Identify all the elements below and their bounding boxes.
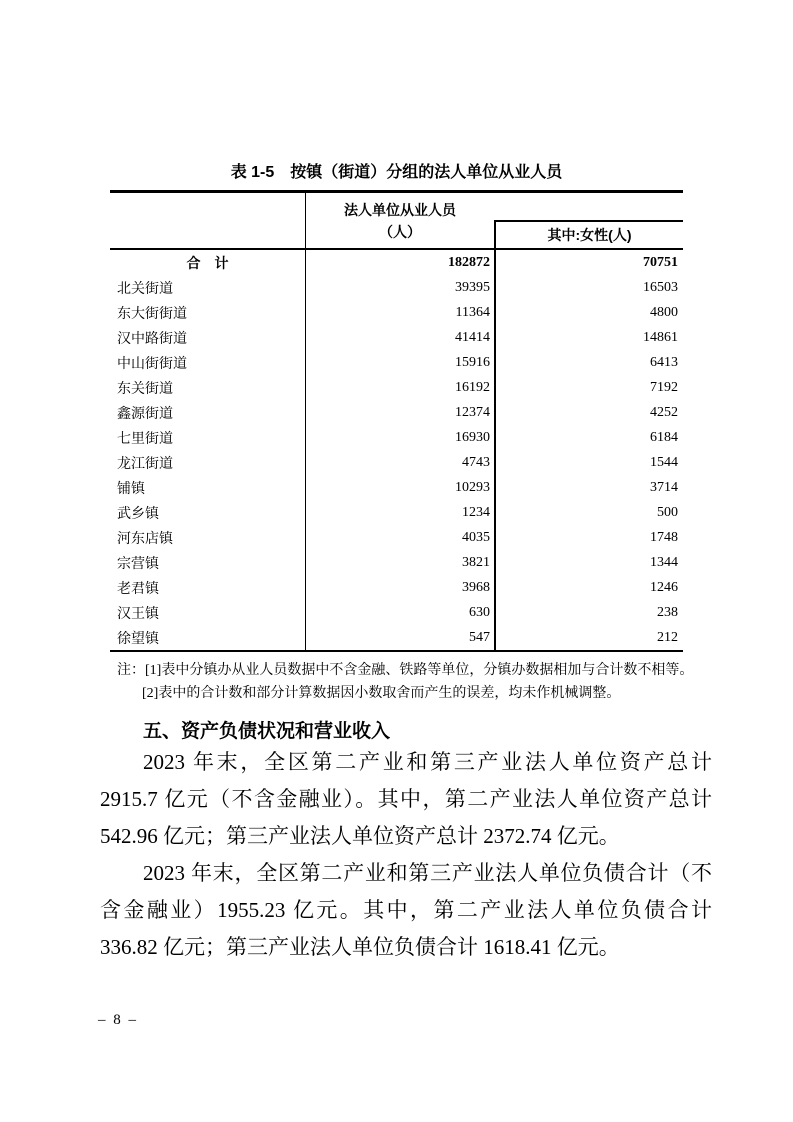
header-label-column	[110, 193, 305, 248]
table-row	[110, 550, 683, 575]
paragraph-line: 2023 年末，全区第二产业和第三产业法人单位负债合计（不	[143, 861, 712, 885]
table-row	[110, 325, 683, 350]
row-label: 汉中路街道	[117, 331, 187, 347]
row-value-female: 1748	[494, 525, 683, 550]
table-row	[110, 275, 683, 300]
table-notes	[117, 659, 693, 705]
row-value-employees: 41414	[305, 325, 494, 350]
table-title: 表 1-5 按镇（街道）分组的法人单位从业人员	[230, 164, 563, 181]
row-value-female: 7192	[494, 375, 683, 400]
table-row	[110, 375, 683, 400]
row-value-female: 212	[494, 625, 683, 650]
row-label: 东大街街道	[117, 306, 187, 322]
row-value-female: 500	[494, 500, 683, 525]
header-female-label: 其中:女性(人)	[547, 227, 632, 243]
row-label: 徐望镇	[117, 631, 159, 647]
row-label: 鑫源街道	[117, 406, 173, 422]
table-row	[110, 450, 683, 475]
row-value-employees: 3968	[305, 575, 494, 600]
row-label: 铺镇	[117, 481, 145, 497]
table-row	[110, 500, 683, 525]
row-value-employees: 16930	[305, 425, 494, 450]
row-value-employees: 12374	[305, 400, 494, 425]
row-label: 龙江街道	[117, 456, 173, 472]
table-row	[110, 425, 683, 450]
row-value-female: 3714	[494, 475, 683, 500]
row-value-employees: 10293	[305, 475, 494, 500]
table-body	[110, 250, 683, 650]
table-row	[110, 400, 683, 425]
paragraph-line: 336.82 亿元；第三产业法人单位负债合计 1618.41 亿元。	[100, 935, 620, 959]
row-value-female: 6413	[494, 350, 683, 375]
row-value-female: 16503	[494, 275, 683, 300]
row-value-female: 4252	[494, 400, 683, 425]
employment-table	[110, 190, 683, 652]
row-value-female: 6184	[494, 425, 683, 450]
row-value-employees: 3821	[305, 550, 494, 575]
row-value-female: 14861	[494, 325, 683, 350]
row-value-female: 1246	[494, 575, 683, 600]
page-number: – 8 –	[98, 1012, 138, 1028]
table-row	[110, 475, 683, 500]
header-female-box	[494, 220, 683, 248]
row-value-female: 238	[494, 600, 683, 625]
table-row	[110, 575, 683, 600]
table-row	[110, 350, 683, 375]
table-row	[110, 600, 683, 625]
row-value-employees: 15916	[305, 350, 494, 375]
row-value-employees: 547	[305, 625, 494, 650]
row-value-employees: 1234	[305, 500, 494, 525]
row-value-employees: 11364	[305, 300, 494, 325]
row-value-female: 70751	[494, 250, 683, 275]
row-label: 宗营镇	[117, 556, 159, 572]
row-value-employees: 4035	[305, 525, 494, 550]
row-label: 老君镇	[117, 581, 159, 597]
note-line: [2]表中的合计数和部分计算数据因小数取舍而产生的误差，均未作机械调整。	[142, 686, 621, 701]
paragraph-line: 含金融业）1955.23 亿元。其中，第二产业法人单位负债合计	[100, 898, 712, 922]
header-employees-line2: （人）	[379, 223, 421, 240]
table-header	[110, 193, 683, 250]
table-row	[110, 525, 683, 550]
row-label: 中山街街道	[117, 356, 187, 372]
table-row	[110, 625, 683, 650]
row-value-employees: 16192	[305, 375, 494, 400]
paragraph-line: 542.96 亿元；第三产业法人单位资产总计 2372.74 亿元。	[100, 824, 620, 848]
table-row	[110, 250, 683, 275]
header-female	[494, 193, 683, 248]
paragraph-line: 2915.7 亿元（不含金融业）。其中，第二产业法人单位资产总计	[100, 787, 712, 811]
note-line: 注：[1]表中分镇办从业人员数据中不含金融、铁路等单位，分镇办数据相加与合计数不相等。	[117, 663, 694, 678]
row-label: 北关街道	[117, 281, 173, 297]
header-employees-line1: 法人单位从业人员	[344, 201, 456, 218]
row-label: 东关街道	[117, 381, 173, 397]
row-label: 合 计	[186, 256, 229, 272]
row-value-female: 1344	[494, 550, 683, 575]
row-label: 武乡镇	[117, 506, 159, 522]
row-value-employees: 4743	[305, 450, 494, 475]
paragraph-line: 2023 年末，全区第二产业和第三产业法人单位资产总计	[143, 750, 712, 774]
row-label: 汉王镇	[117, 606, 159, 622]
row-value-employees: 630	[305, 600, 494, 625]
body-text	[100, 744, 712, 966]
row-value-female: 1544	[494, 450, 683, 475]
table-row	[110, 300, 683, 325]
row-label: 七里街道	[117, 431, 173, 447]
row-value-female: 4800	[494, 300, 683, 325]
row-value-employees: 182872	[305, 250, 494, 275]
section-heading: 五、资产负债状况和营业收入	[143, 721, 391, 742]
row-label: 河东店镇	[117, 531, 173, 547]
header-employees	[305, 193, 494, 248]
row-value-employees: 39395	[305, 275, 494, 300]
